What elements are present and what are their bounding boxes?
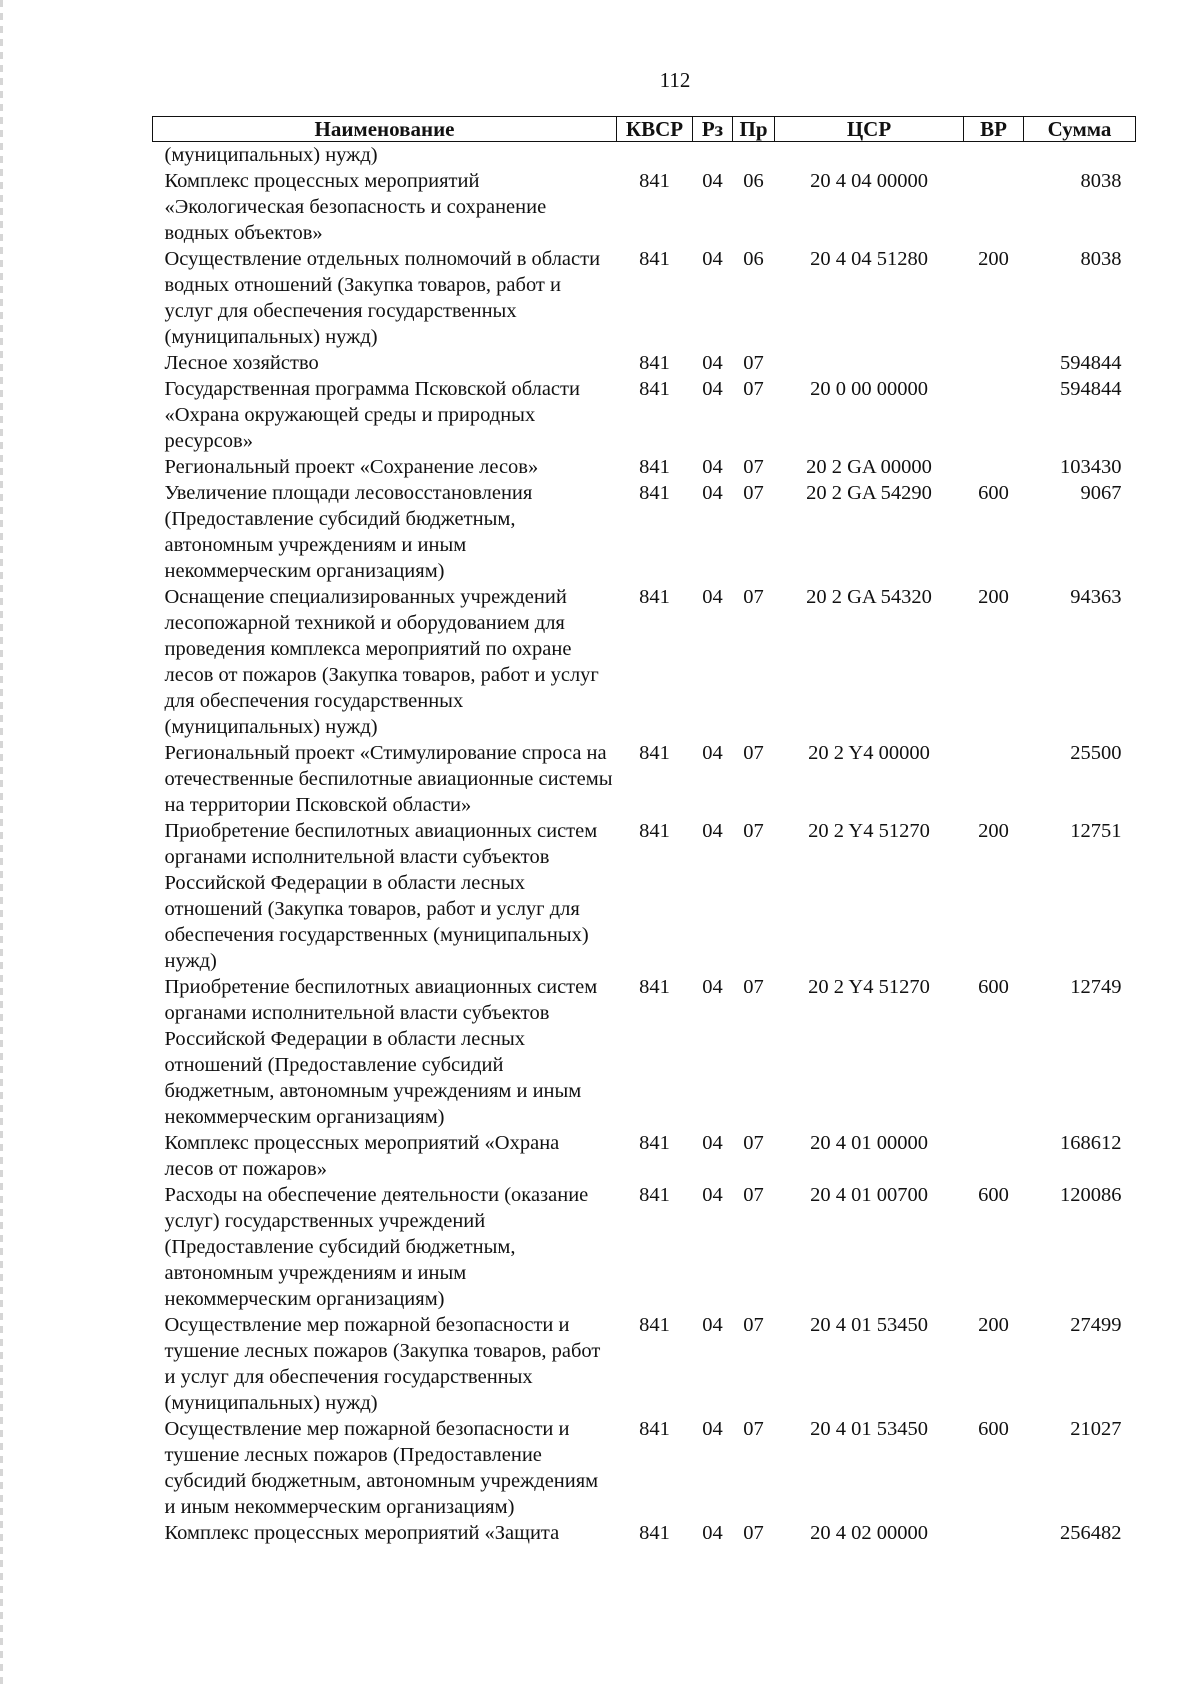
cell-pr: 07: [743, 456, 764, 478]
cell-name: Комплекс процессных мероприятий «Защита: [164, 1522, 560, 1544]
cell-vr: [964, 142, 1024, 169]
header-pr: Пр: [733, 117, 775, 142]
header-name: Наименование: [153, 117, 617, 142]
cell-pr: 07: [743, 1314, 764, 1336]
cell-vr: [964, 376, 1024, 454]
cell-csr: 20 2 Y4 00000: [808, 742, 930, 764]
cell-csr: 20 4 01 00700: [810, 1184, 928, 1206]
cell-rz: 04: [702, 352, 723, 374]
cell-name: Государственная программа Псковской области «Охрана окружающей среды и природных ресурсов»: [164, 378, 580, 452]
table-header: [153, 117, 1136, 142]
cell-pr: 07: [743, 586, 764, 608]
cell-sum: 27499: [1070, 1314, 1122, 1336]
cell-name: Расходы на обеспечение деятельности (оказание услуг) государственных учреждений (Предоставление субсидий бюджетным, автономным учреждениям и иным некоммерческим организациям): [164, 1184, 589, 1310]
cell-kvsr: 841: [639, 820, 670, 842]
cell-pr: 07: [743, 976, 764, 998]
cell-csr: 20 2 Y4 51270: [808, 820, 930, 842]
header-csr: ЦСР: [775, 117, 964, 142]
cell-kvsr: 841: [639, 976, 670, 998]
cell-rz: 04: [702, 1314, 723, 1336]
page-number: 112: [659, 68, 691, 92]
cell-vr: 600: [978, 976, 1009, 998]
cell-rz: 04: [702, 586, 723, 608]
cell-vr: 600: [978, 482, 1009, 504]
cell-name: Оснащение специализированных учреждений лесопожарной техникой и оборудованием для проведения комплекса мероприятий по охране лесов от пожаров (Закупка товаров, работ и услуг для обеспечения государственных (муниципальных) нужд): [164, 586, 599, 738]
cell-pr: [733, 142, 775, 169]
cell-kvsr: [617, 142, 693, 169]
cell-sum: 168612: [1060, 1132, 1122, 1154]
cell-sum: 120086: [1060, 1184, 1122, 1206]
cell-name: Региональный проект «Стимулирование спроса на отечественные беспилотные авиационные системы на территории Псковской области»: [164, 742, 613, 816]
cell-csr: 20 2 GA 54290: [806, 482, 932, 504]
cell-sum: 594844: [1060, 352, 1122, 374]
cell-kvsr: 841: [639, 586, 670, 608]
table-row: [153, 246, 1136, 350]
cell-name: Увеличение площади лесовосстановления (Предоставление субсидий бюджетным, автономным учреждениям и иным некоммерческим организациям): [164, 482, 533, 582]
cell-csr: 20 4 01 53450: [810, 1314, 928, 1336]
cell-vr: [964, 740, 1024, 818]
cell-vr: [964, 1130, 1024, 1182]
cell-sum: 12751: [1070, 820, 1122, 842]
cell-pr: 07: [743, 1522, 764, 1544]
cell-name: (муниципальных) нужд): [164, 144, 378, 166]
cell-sum: 21027: [1070, 1418, 1122, 1440]
cell-name: Осуществление мер пожарной безопасности и тушение лесных пожаров (Предоставление субсидий бюджетным, автономным учреждениям и иным некоммерческим организациям): [164, 1418, 599, 1518]
cell-pr: 07: [743, 820, 764, 842]
cell-kvsr: 841: [639, 1418, 670, 1440]
cell-name: Приобретение беспилотных авиационных систем органами исполнительной власти субъектов Российской Федерации в области лесных отношений (Закупка товаров, работ и услуг для обеспечения государственных (муниципальных) нужд): [164, 820, 598, 972]
cell-sum: 103430: [1060, 456, 1122, 478]
cell-name: Приобретение беспилотных авиационных систем органами исполнительной власти субъектов Российской Федерации в области лесных отношений (Предоставление субсидий бюджетным, автономным учреждениям и иным некоммерческим организациям): [164, 976, 598, 1128]
cell-rz: 04: [702, 742, 723, 764]
cell-sum: 25500: [1070, 742, 1122, 764]
table-row: [153, 974, 1136, 1130]
cell-rz: 04: [702, 1132, 723, 1154]
cell-pr: 06: [743, 170, 764, 192]
cell-rz: 04: [702, 820, 723, 842]
cell-sum: 8038: [1080, 248, 1122, 270]
cell-kvsr: 841: [639, 1184, 670, 1206]
table-row: [153, 142, 1136, 169]
table-row: [153, 168, 1136, 246]
cell-csr: 20 4 01 53450: [810, 1418, 928, 1440]
cell-pr: 07: [743, 352, 764, 374]
table-body: [153, 142, 1136, 1547]
table-row: [153, 1130, 1136, 1182]
cell-vr: [964, 168, 1024, 246]
table-row: [153, 740, 1136, 818]
cell-vr: 200: [978, 1314, 1009, 1336]
table-row: [153, 1312, 1136, 1416]
cell-sum: 594844: [1060, 378, 1122, 400]
cell-sum: 256482: [1060, 1522, 1122, 1544]
cell-kvsr: 841: [639, 248, 670, 270]
cell-rz: [693, 142, 733, 169]
cell-pr: 07: [743, 378, 764, 400]
cell-name: Лесное хозяйство: [164, 352, 319, 374]
cell-rz: 04: [702, 1184, 723, 1206]
cell-vr: [964, 1520, 1024, 1546]
cell-sum: [1024, 142, 1136, 169]
cell-sum: 94363: [1070, 586, 1122, 608]
cell-sum: 8038: [1080, 170, 1122, 192]
cell-name: Осуществление отдельных полномочий в области водных отношений (Закупка товаров, работ и услуг для обеспечения государственных (муниципальных) нужд): [164, 248, 601, 348]
cell-kvsr: 841: [639, 742, 670, 764]
cell-pr: 07: [743, 1132, 764, 1154]
table-row: [153, 1416, 1136, 1520]
table-row: [153, 584, 1136, 740]
cell-csr: 20 0 00 00000: [810, 378, 928, 400]
cell-sum: 12749: [1070, 976, 1122, 998]
cell-vr: 200: [978, 248, 1009, 270]
cell-vr: 600: [978, 1184, 1009, 1206]
cell-kvsr: 841: [639, 1522, 670, 1544]
header-sum: Сумма: [1024, 117, 1136, 142]
cell-pr: 07: [743, 482, 764, 504]
cell-pr: 07: [743, 742, 764, 764]
cell-vr: 200: [978, 586, 1009, 608]
cell-name: Комплекс процессных мероприятий «Экологическая безопасность и сохранение водных объектов»: [164, 170, 547, 244]
table-row: [153, 454, 1136, 480]
cell-csr: 20 4 04 00000: [810, 170, 928, 192]
cell-vr: 200: [978, 820, 1009, 842]
cell-rz: 04: [702, 456, 723, 478]
cell-vr: [964, 350, 1024, 376]
cell-kvsr: 841: [639, 352, 670, 374]
cell-pr: 07: [743, 1184, 764, 1206]
header-kvsr: КВСР: [617, 117, 693, 142]
cell-kvsr: 841: [639, 1314, 670, 1336]
table-row: [153, 350, 1136, 376]
table-row: [153, 376, 1136, 454]
scan-edge: [0, 0, 3, 1686]
cell-rz: 04: [702, 976, 723, 998]
cell-rz: 04: [702, 170, 723, 192]
cell-kvsr: 841: [639, 378, 670, 400]
table-row: [153, 480, 1136, 584]
cell-kvsr: 841: [639, 170, 670, 192]
cell-csr: [775, 142, 964, 169]
cell-csr: 20 2 Y4 51270: [808, 976, 930, 998]
header-vr: ВР: [964, 117, 1024, 142]
cell-csr: 20 4 02 00000: [810, 1522, 928, 1544]
cell-pr: 07: [743, 1418, 764, 1440]
cell-kvsr: 841: [639, 456, 670, 478]
cell-csr: 20 2 GA 00000: [806, 456, 932, 478]
table-row: [153, 818, 1136, 974]
cell-rz: 04: [702, 378, 723, 400]
cell-name: Региональный проект «Сохранение лесов»: [164, 456, 539, 478]
table-row: [153, 1520, 1136, 1546]
cell-name: Комплекс процессных мероприятий «Охрана лесов от пожаров»: [164, 1132, 560, 1180]
cell-csr: 20 4 01 00000: [810, 1132, 928, 1154]
header-rz: Рз: [693, 117, 733, 142]
cell-csr: 20 4 04 51280: [810, 248, 928, 270]
cell-kvsr: 841: [639, 1132, 670, 1154]
cell-vr: [964, 454, 1024, 480]
cell-pr: 06: [743, 248, 764, 270]
cell-vr: 600: [978, 1418, 1009, 1440]
cell-name: Осуществление мер пожарной безопасности и тушение лесных пожаров (Закупка товаров, работ и услуг для обеспечения государственных (муниципальных) нужд): [164, 1314, 601, 1414]
cell-csr: [775, 350, 964, 376]
cell-rz: 04: [702, 1522, 723, 1544]
cell-rz: 04: [702, 1418, 723, 1440]
cell-sum: 9067: [1080, 482, 1122, 504]
budget-table: [152, 116, 1136, 1546]
cell-kvsr: 841: [639, 482, 670, 504]
table-row: [153, 1182, 1136, 1312]
cell-rz: 04: [702, 248, 723, 270]
cell-rz: 04: [702, 482, 723, 504]
cell-csr: 20 2 GA 54320: [806, 586, 932, 608]
